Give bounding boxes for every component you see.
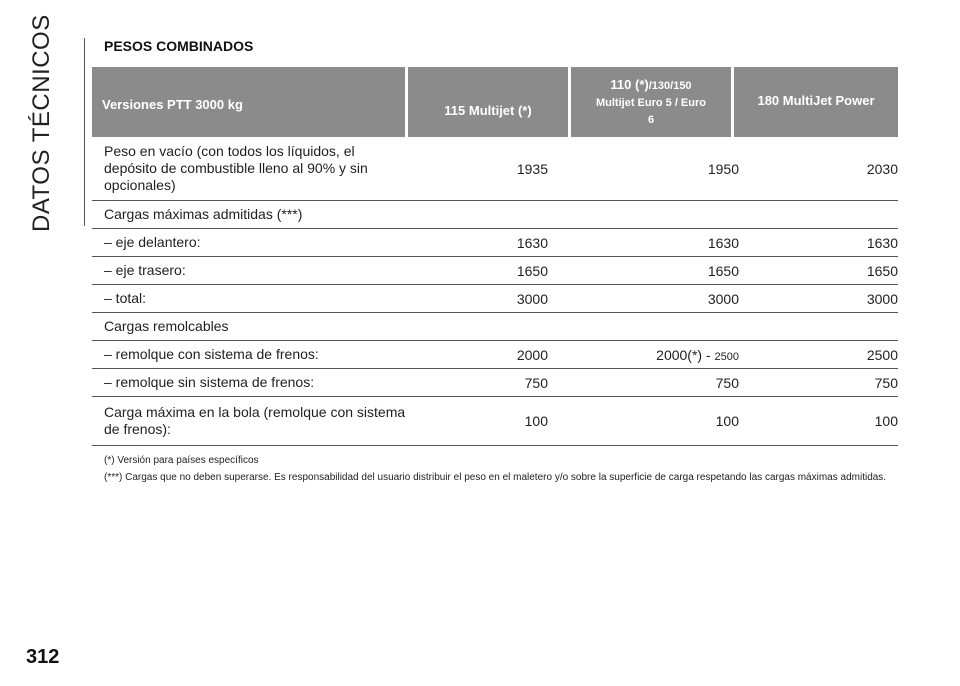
row-value-180: 2030 bbox=[866, 160, 898, 177]
side-section-title: DATOS TÉCNICOS bbox=[28, 14, 55, 232]
row-value-115: 100 bbox=[524, 413, 548, 429]
table-row bbox=[92, 256, 898, 284]
header-versions: Versiones PTT 3000 kg bbox=[92, 67, 405, 137]
row-value-110-main: 2000(*) - bbox=[656, 346, 715, 363]
row-value-110: 750 bbox=[715, 374, 739, 391]
table-header bbox=[92, 67, 898, 137]
row-value-180: 3000 bbox=[866, 290, 898, 307]
row-label: Carga máxima en la bola (remolque con sistema de frenos): bbox=[104, 404, 406, 437]
row-value-115: 1650 bbox=[516, 262, 548, 279]
row-value-115: 3000 bbox=[516, 290, 548, 307]
row-label: – remolque sin sistema de frenos: bbox=[104, 374, 315, 390]
row-value-180: 100 bbox=[874, 413, 898, 429]
row-value-180: 1650 bbox=[866, 262, 898, 279]
section-title: PESOS COMBINADOS bbox=[104, 38, 254, 54]
row-label: – remolque con sistema de frenos: bbox=[104, 346, 319, 362]
row-label: Cargas máximas admitidas (***) bbox=[104, 206, 303, 222]
row-value-110: 100 bbox=[715, 413, 739, 429]
table-row bbox=[92, 284, 898, 312]
row-value-180: 1630 bbox=[866, 234, 898, 251]
table-row bbox=[92, 137, 898, 200]
row-value-180: 2500 bbox=[866, 346, 898, 363]
header-115-multijet: 115 Multijet (*) bbox=[408, 67, 568, 137]
header-110-main: 110 (*) bbox=[610, 76, 649, 92]
row-value-115: 1935 bbox=[516, 160, 548, 177]
row-label: – eje delantero: bbox=[104, 234, 201, 250]
footnotes bbox=[104, 452, 904, 486]
combined-weights-table bbox=[92, 67, 898, 446]
footnote: (***) Cargas que no deben superarse. Es responsabilidad del usuario distribuir el peso en el maletero y/o sobre la superficie de carga respetando las cargas máximas admitidas. bbox=[104, 472, 887, 483]
row-value-115: 750 bbox=[524, 374, 548, 391]
table-row bbox=[92, 312, 898, 340]
table-row bbox=[92, 200, 898, 228]
table-row bbox=[92, 228, 898, 256]
row-label: – eje trasero: bbox=[104, 262, 186, 278]
row-label: Peso en vacío (con todos los líquidos, el depósito de combustible lleno al 90% y sin opcionales) bbox=[104, 143, 368, 193]
page-number: 312 bbox=[26, 646, 60, 668]
row-label: – total: bbox=[104, 290, 147, 306]
row-value-110: 1650 bbox=[707, 262, 739, 279]
table-row bbox=[92, 396, 898, 445]
row-value-115: 2000 bbox=[516, 346, 548, 363]
table-row bbox=[92, 368, 898, 396]
footnote: (*) Versión para países específicos bbox=[104, 455, 259, 466]
header-110-line2: Multijet Euro 5 / Euro bbox=[595, 96, 706, 109]
row-label: Cargas remolcables bbox=[104, 318, 229, 334]
side-divider bbox=[84, 38, 85, 226]
header-110-multijet bbox=[571, 67, 731, 137]
row-value-110: 1950 bbox=[707, 160, 739, 177]
row-value-110-extra: 2500 bbox=[714, 350, 739, 363]
header-110-line3: 6 bbox=[647, 113, 655, 126]
row-value-110 bbox=[548, 347, 739, 363]
table-row bbox=[92, 340, 898, 368]
header-110-suffix: /130/150 bbox=[648, 79, 692, 92]
table-bottom-rule bbox=[92, 445, 898, 446]
table-body bbox=[92, 137, 898, 446]
row-value-110: 1630 bbox=[707, 234, 739, 251]
row-value-180: 750 bbox=[874, 374, 898, 391]
row-value-110: 3000 bbox=[707, 290, 739, 307]
header-180-multijet-power: 180 MultiJet Power bbox=[734, 67, 898, 137]
row-value-115: 1630 bbox=[516, 234, 548, 251]
